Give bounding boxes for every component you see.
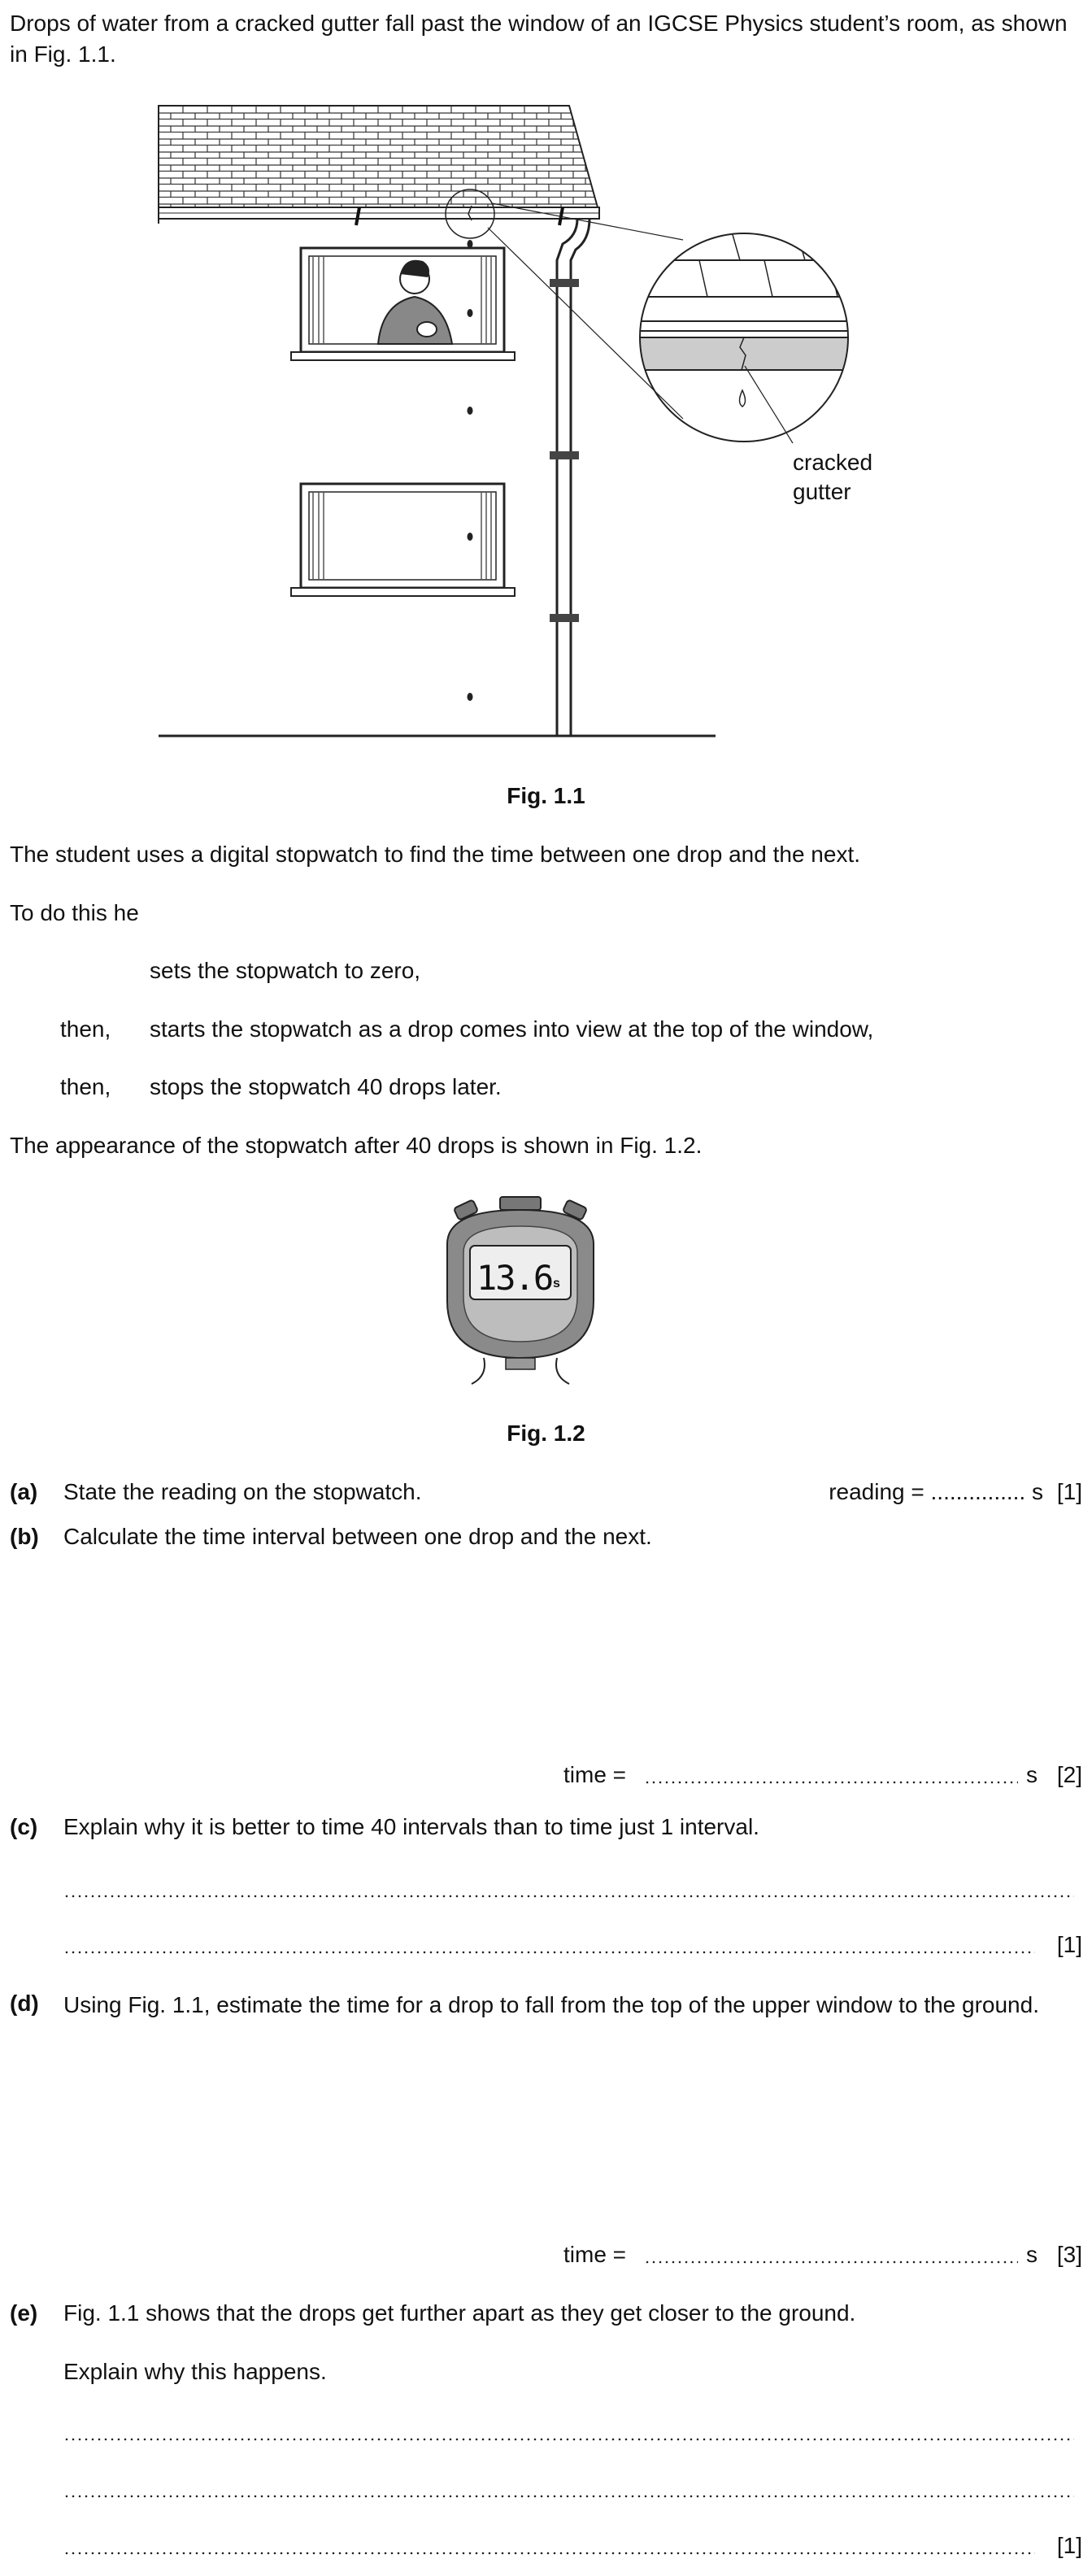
lower-window [301, 484, 504, 588]
question-b-label: (b) [10, 1524, 39, 1549]
method-step-3-lead: then, [60, 1074, 111, 1099]
callout-label-line2: gutter [793, 479, 851, 504]
question-b-answer-line[interactable] [644, 1781, 1018, 1784]
method-paragraph-1: The student uses a digital stopwatch to find the time between one drop and the next. [10, 842, 861, 867]
question-c-answer-line-2[interactable] [63, 1951, 1035, 1954]
question-d-answer-line[interactable] [644, 2261, 1018, 2264]
question-e-marks: [1] [1056, 2533, 1082, 2558]
method-step-2: starts the stopwatch as a drop comes into view at the top of the window, [150, 1016, 874, 1042]
stopwatch-display-value: 13.6 [476, 1258, 553, 1298]
question-c-text: Explain why it is better to time 40 intervals than to time just 1 interval. [63, 1814, 759, 1839]
question-b-answer-suffix: s [1026, 1762, 1038, 1787]
cracked-gutter-callout [634, 232, 854, 443]
question-e-answer-line-2[interactable] [63, 2495, 1074, 2498]
question-e-answer-line-1[interactable] [63, 2438, 1074, 2441]
question-e-label: (e) [10, 2300, 38, 2326]
question-d-answer-suffix: s [1026, 2242, 1038, 2267]
method-step-2-lead: then, [60, 1016, 111, 1042]
question-c-marks: [1] [1056, 1932, 1082, 1957]
question-d-text: Using Fig. 1.1, estimate the time for a drop to fall from the top of the upper window to the ground. [63, 1992, 1039, 2017]
callout-label-line1: cracked [793, 450, 873, 475]
roof [159, 106, 598, 207]
fig-1-2-caption: Fig. 1.2 [507, 1421, 585, 1446]
question-d-answer-prefix: time = [563, 2242, 627, 2267]
stopwatch-display-unit: s [553, 1277, 560, 1290]
question-b-answer-prefix: time = [563, 1762, 627, 1787]
question-e-answer-line-3[interactable] [63, 2552, 1035, 2555]
question-b-marks: [2] [1056, 1762, 1082, 1787]
fig-1-1-caption: Fig. 1.1 [507, 783, 585, 808]
question-a-answer[interactable]: reading = ............... s [829, 1479, 1043, 1504]
method-paragraph-2: To do this he [10, 900, 139, 925]
question-a-label: (a) [10, 1479, 38, 1504]
method-step-3: stops the stopwatch 40 drops later. [150, 1074, 502, 1099]
question-a-text: State the reading on the stopwatch. [63, 1479, 422, 1504]
method-paragraph-3: The appearance of the stopwatch after 40 drops is shown in Fig. 1.2. [10, 1133, 703, 1158]
question-d-marks: [3] [1056, 2242, 1082, 2267]
question-c-answer-line-1[interactable] [63, 1895, 1074, 1898]
question-e-text-2: Explain why this happens. [63, 2359, 327, 2384]
question-e-text: Fig. 1.1 shows that the drops get further apart as they get closer to the ground. [63, 2300, 856, 2326]
question-b-text: Calculate the time interval between one drop and the next. [63, 1524, 652, 1549]
fig-1-1-house-diagram [146, 94, 894, 744]
question-a-marks: [1] [1056, 1479, 1082, 1504]
method-step-1: sets the stopwatch to zero, [150, 958, 421, 983]
intro-text: Drops of water from a cracked gutter fall past the window of an IGCSE Physics student’s room, as shown in Fig. 1.1. [10, 11, 1068, 67]
question-d-label: (d) [10, 1991, 39, 2016]
question-c-label: (c) [10, 1814, 38, 1839]
